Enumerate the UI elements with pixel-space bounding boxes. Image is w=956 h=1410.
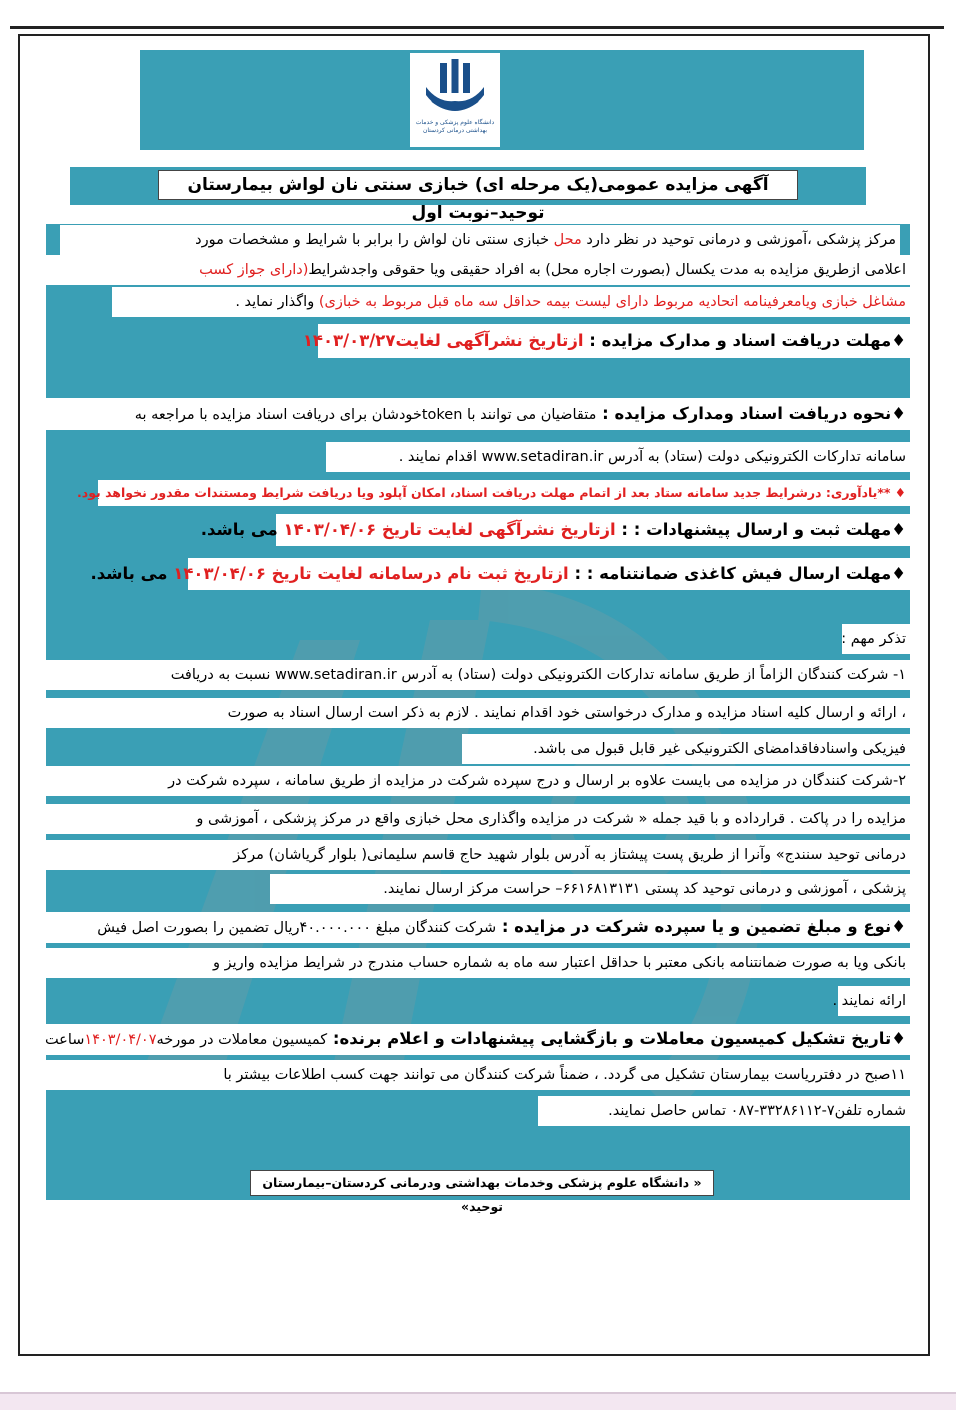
guarantee-text: ارائه نمایند . — [832, 993, 906, 1009]
bottom-strip — [0, 1394, 956, 1410]
footer-signature: « دانشگاه علوم پزشکی وخدمات بهداشتی ودرمانی کردستان–بیمارستان توحید» — [250, 1170, 714, 1196]
note-text: ۲-شرکت کنندگان در مزایده می بایست علاوه بر ارسال و درج سپرده شرکت در مزایده از طریق سامانه ، سپرده شرکت در — [168, 773, 906, 789]
how-to-line-1 — [46, 398, 910, 430]
reminder-note — [77, 480, 910, 506]
note-2-line-2 — [46, 804, 910, 834]
how-to-line-2 — [326, 442, 910, 472]
note-text: ، ارائه و ارسال کلیه اسناد مزایده و مدارک درخواستی خود اقدام نمایند . لازم به ذکر است ارسال اسناد به صورت — [227, 705, 906, 721]
notes-heading-text: تذکر مهم : — [841, 631, 906, 647]
note-2-line-1 — [46, 766, 910, 796]
notes-heading — [842, 624, 910, 654]
how-to-label: ♦نحوه دریافت اسناد ومدارک مزایده : — [596, 404, 906, 423]
deadline-docs-value: ازتاریخ نشرآگهی لغایت۱۴۰۳/۰۳/۲۷ — [302, 331, 584, 350]
intro-red-text: مشاغل خبازی ویامعرفینامه اتحادیه مربوط دارای لیست بیمه حداقل سه ماه قبل مربوط به خبازی) — [318, 294, 906, 310]
note-1-line-1 — [46, 660, 910, 690]
note-1-line-2 — [46, 698, 910, 728]
guarantee-text: شرکت کنندگان مبلغ ۴۰.۰۰۰.۰۰۰ریال تضمین را بصورت اصل فیش — [97, 920, 497, 936]
deadline-bids-tail: می باشد. — [200, 520, 284, 539]
intro-text: اعلامی ازطریق مزایده به مدت یکسال (بصورت اجاره محل) به افراد حقیقی ویا حقوقی واجدشرایط — [308, 262, 906, 278]
deadline-guarantee — [90, 558, 910, 590]
deadline-guarantee-date: ازتاریخ ثبت نام درسامانه لغایت تاریخ ۱۴۰۳/۰۴/۰۶ — [173, 564, 569, 583]
note-2-line-4 — [270, 874, 910, 904]
deadline-docs-label: ♦مهلت دریافت اسناد و مدارک مزایده : — [583, 331, 906, 350]
note-text: فیزیکی واسنادفاقدامضای الکترونیکی غیر قابل قبول می باشد. — [533, 741, 906, 757]
how-to-text: سامانه تدارکات الکترونیکی دولت (ستاد) به آدرس www.setadiran.ir اقدام نمایند . — [398, 449, 906, 465]
logo-band — [140, 50, 864, 150]
commission-date: ۱۴۰۳/۰۴/۰۷ — [84, 1032, 157, 1048]
deadline-bids — [200, 514, 910, 546]
deadline-guarantee-tail: می باشد. — [90, 564, 174, 583]
intro-text: خبازی سنتی نان لواش را برابر با شرایط و مشخصات مورد — [195, 232, 554, 248]
reminder-text: ♦ **یادآوری: درشرایط جدید سامانه ستاد بعد از اتمام مهلت دریافت اسناد، امکان آپلود ویا دریافت شرایط ومستندات مقدور نخواهد بود. — [77, 485, 906, 500]
commission-label: ♦تاریخ تشکیل کمیسیون معاملات و بازگشایی پیشنهادات و اعلام برنده: — [327, 1029, 906, 1048]
intro-line-1 — [60, 225, 900, 255]
guarantee-line-2 — [46, 948, 910, 978]
commission-phone: شماره تلفن۷-۳۳۲۸۶۱۱۲-۰۸۷ تماس حاصل نمایند. — [608, 1103, 906, 1119]
note-text: مزایده را در پاکت . قرارداده و با قید جمله « شرکت در مزایده واگذاری محل خبازی واقع در مرکز پزشکی ، آموزشی و — [196, 811, 906, 827]
intro-text: مرکز پزشکی ،آموزشی و درمانی توحید در نظر دارد — [581, 232, 896, 248]
note-text: درمانی توحید سنندج» وآنرا از طریق پست پیشتاز به آدرس بلوار شهید حاج قاسم سلیمانی( بلوار گریاشان) مرکز — [233, 847, 906, 863]
deadline-guarantee-label: ♦مهلت ارسال فیش کاغذی ضمانتنامه : : — [568, 564, 906, 583]
note-text: ۱- شرکت کنندگان الزاماً از طریق سامانه تدارکات الکترونیکی دولت (ستاد) به آدرس www.setadiran.ir نسبت به دریافت — [170, 667, 906, 683]
deadline-bids-label: ♦مهلت ثبت و ارسال پیشنهادات : : — [615, 520, 906, 539]
university-logo-icon — [420, 57, 490, 119]
commission-line-1 — [46, 1024, 910, 1055]
commission-text: کمیسیون معاملات در مورخه — [156, 1032, 328, 1048]
note-2-line-3 — [46, 840, 910, 870]
intro-text: واگذار نماید . — [235, 294, 319, 310]
guarantee-label: ♦نوع و مبلغ تضمین و یا سپرده شرکت در مزایده : — [496, 917, 906, 936]
outer-border-top — [10, 26, 944, 29]
guarantee-line-1 — [46, 912, 910, 943]
deadline-bids-date: ازتاریخ نشرآگهی لغایت تاریخ ۱۴۰۳/۰۴/۰۶ — [283, 520, 616, 539]
logo-caption: دانشگاه علوم پزشکی و خدمات بهداشتی درمانی کردستان — [415, 119, 495, 134]
commission-line-2 — [46, 1060, 910, 1090]
university-logo — [410, 53, 500, 147]
intro-red-text: محل — [553, 232, 582, 248]
intro-line-2 — [46, 255, 910, 285]
note-text: پزشکی ، آموزشی و درمانی توحید کد پستی ۶۶۱۶۸۱۳۱۳۱– حراست مرکز ارسال نمایند. — [383, 881, 906, 897]
deadline-docs — [302, 324, 910, 358]
note-1-line-3 — [462, 734, 910, 764]
commission-text: ساعت — [44, 1032, 85, 1048]
commission-line-3 — [538, 1096, 910, 1126]
commission-text: ۱۱صبح در دفترریاست بیمارستان تشکیل می گردد. ، ضمناً شرکت کنندگان می توانند جهت کسب اطلاعات بیشتر با — [223, 1067, 906, 1083]
intro-red-text: (دارای جواز کسب — [199, 262, 309, 278]
page-title: آگهی مزایده عمومی(یک مرحله ای) خبازی سنتی نان لواش بیمارستان توحید–نوبت اول — [158, 170, 798, 200]
how-to-text: متقاضیان می توانند با tokenخودشان برای دریافت اسناد مزایده با مراجعه به — [134, 407, 597, 423]
intro-line-3 — [112, 287, 910, 317]
guarantee-line-3 — [832, 986, 910, 1016]
guarantee-text: بانکی ویا به صورت ضمانتنامه بانکی معتبر با حداقل اعتبار سه ماه به شماره حساب مندرج در شرایط مزایده واریز و — [213, 955, 906, 971]
